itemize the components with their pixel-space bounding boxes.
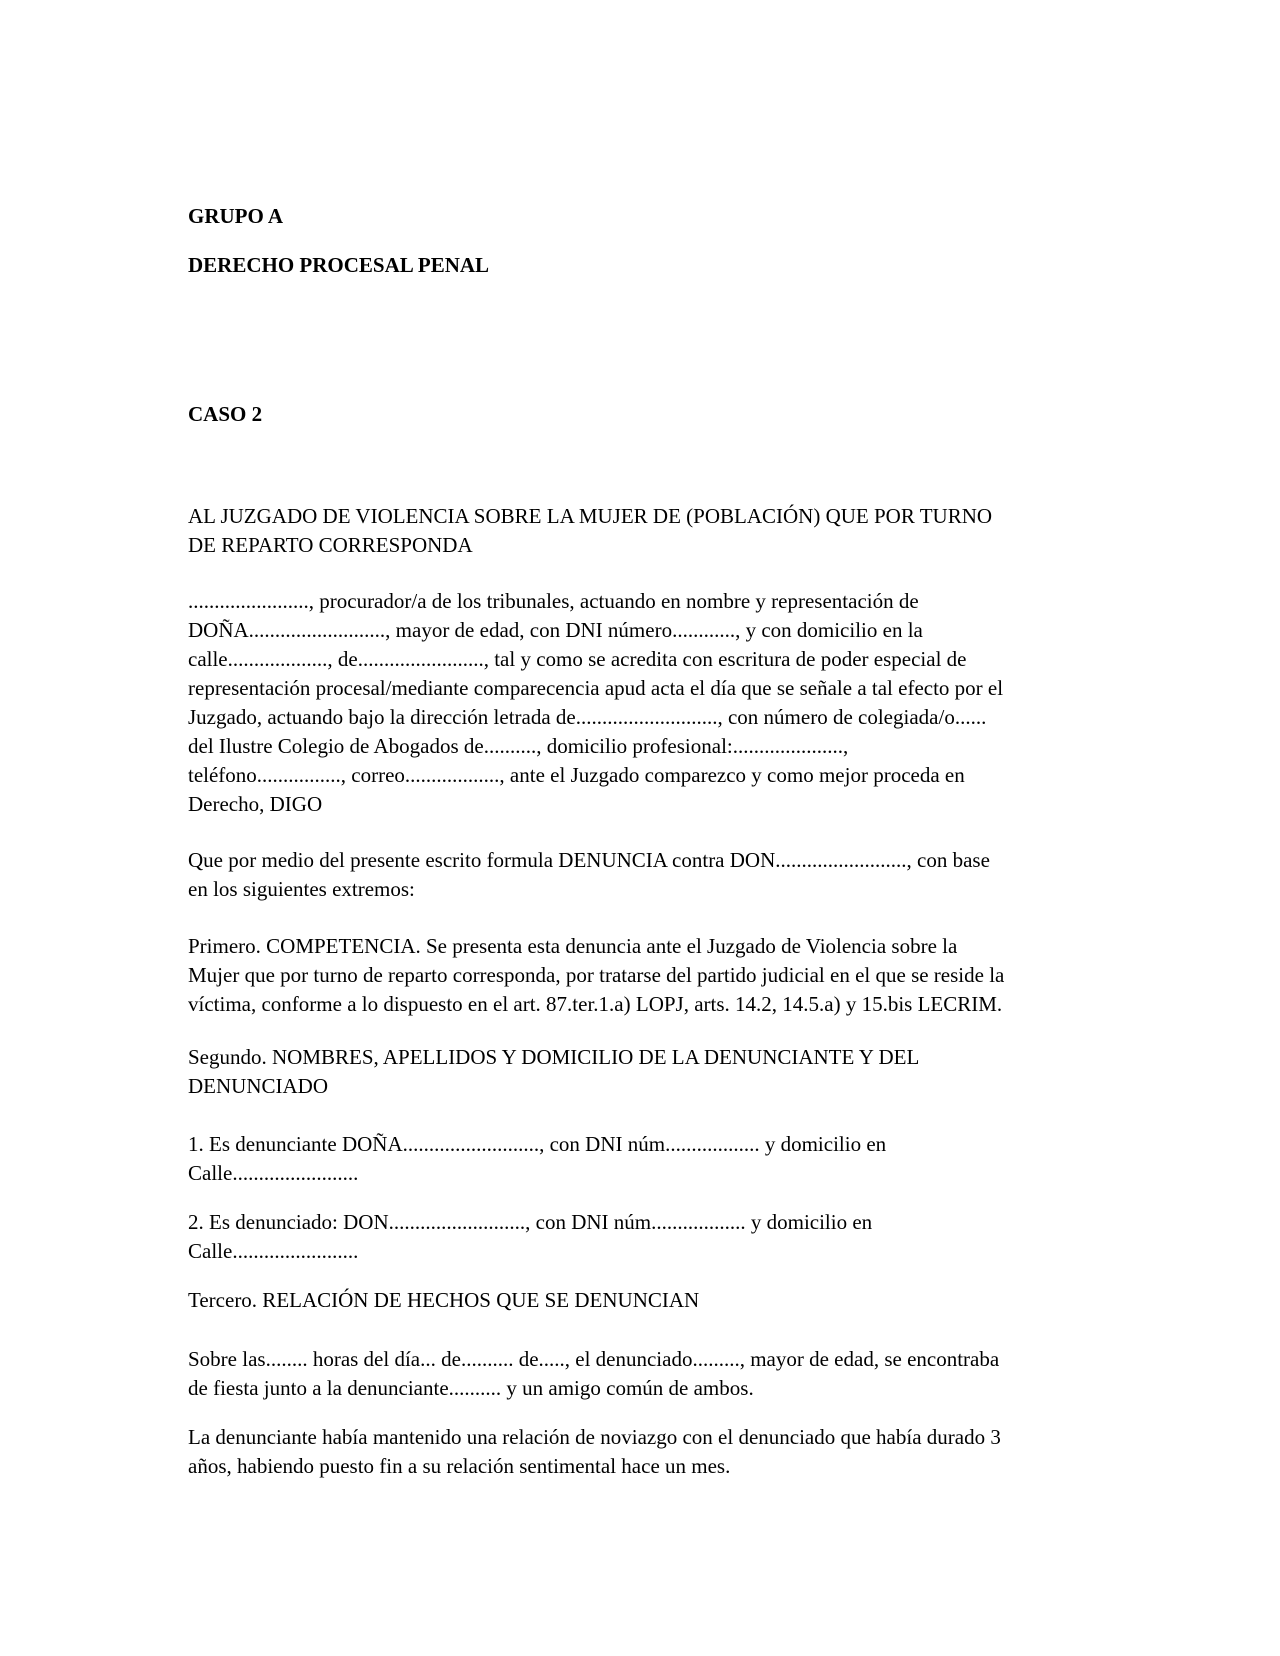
court-address-line: DE REPARTO CORRESPONDA	[188, 533, 473, 557]
complaint-paragraph	[188, 846, 1088, 904]
facts-paragraph-2	[188, 1423, 1088, 1481]
second-line: Segundo. NOMBRES, APELLIDOS Y DOMICILIO DE LA DENUNCIANTE Y DEL	[188, 1045, 920, 1069]
accused-line: 2. Es denunciado: DON.........................., con DNI núm.................. y domicilio en	[188, 1210, 873, 1234]
complainant-paragraph	[188, 1130, 1088, 1188]
appearance-paragraph	[188, 587, 1088, 819]
accused-line: Calle........................	[188, 1239, 359, 1263]
facts-line: años, habiendo puesto fin a su relación sentimental hace un mes.	[188, 1454, 731, 1478]
first-competence-paragraph	[188, 932, 1088, 1019]
subject-heading: DERECHO PROCESAL PENAL	[188, 253, 490, 277]
appearance-line: Juzgado, actuando bajo la dirección letrada de..........................., con número de colegiada/o......	[188, 705, 987, 729]
court-address	[188, 502, 1088, 560]
appearance-line: representación procesal/mediante comparecencia apud acta el día que se señale a tal efecto por el	[188, 676, 1004, 700]
third-section-heading	[188, 1286, 1088, 1315]
facts-line: La denunciante había mantenido una relación de noviazgo con el denunciado que había durado 3	[188, 1425, 1001, 1449]
court-address-line: AL JUZGADO DE VIOLENCIA SOBRE LA MUJER DE (POBLACIÓN) QUE POR TURNO	[188, 504, 993, 528]
appearance-line: teléfono................, correo.................., ante el Juzgado comparezco y como mejor proceda en	[188, 763, 965, 787]
complaint-line: Que por medio del presente escrito formula DENUNCIA contra DON........................., con base	[188, 848, 990, 872]
first-line: víctima, conforme a lo dispuesto en el art. 87.ter.1.a) LOPJ, arts. 14.2, 14.5.a) y 15.bis LECRIM.	[188, 992, 1003, 1016]
case-heading: CASO 2	[188, 402, 263, 426]
second-line: DENUNCIADO	[188, 1074, 328, 1098]
second-section-heading	[188, 1043, 1088, 1101]
group-heading: GRUPO A	[188, 204, 284, 228]
appearance-line: DOÑA.........................., mayor de edad, con DNI número............, y con domicilio en la	[188, 618, 923, 642]
first-line: Primero. COMPETENCIA. Se presenta esta denuncia ante el Juzgado de Violencia sobre la	[188, 934, 958, 958]
facts-line: de fiesta junto a la denunciante.......... y un amigo común de ambos.	[188, 1376, 754, 1400]
third-line: Tercero. RELACIÓN DE HECHOS QUE SE DENUNCIAN	[188, 1288, 700, 1312]
facts-paragraph-1	[188, 1345, 1088, 1403]
appearance-line: ......................., procurador/a de los tribunales, actuando en nombre y representación de	[188, 589, 919, 613]
accused-paragraph	[188, 1208, 1088, 1266]
facts-line: Sobre las........ horas del día... de.......... de....., el denunciado........., mayor de edad, se encontraba	[188, 1347, 1000, 1371]
complaint-line: en los siguientes extremos:	[188, 877, 415, 901]
appearance-line: calle..................., de........................, tal y como se acredita con escritura de poder especial de	[188, 647, 967, 671]
complainant-line: 1. Es denunciante DOÑA.........................., con DNI núm.................. y domicilio en	[188, 1132, 887, 1156]
first-line: Mujer que por turno de reparto corresponda, por tratarse del partido judicial en el que se reside la	[188, 963, 1005, 987]
appearance-line: del Ilustre Colegio de Abogados de.........., domicilio profesional:.....................,	[188, 734, 849, 758]
complainant-line: Calle........................	[188, 1161, 359, 1185]
appearance-line: Derecho, DIGO	[188, 792, 323, 816]
